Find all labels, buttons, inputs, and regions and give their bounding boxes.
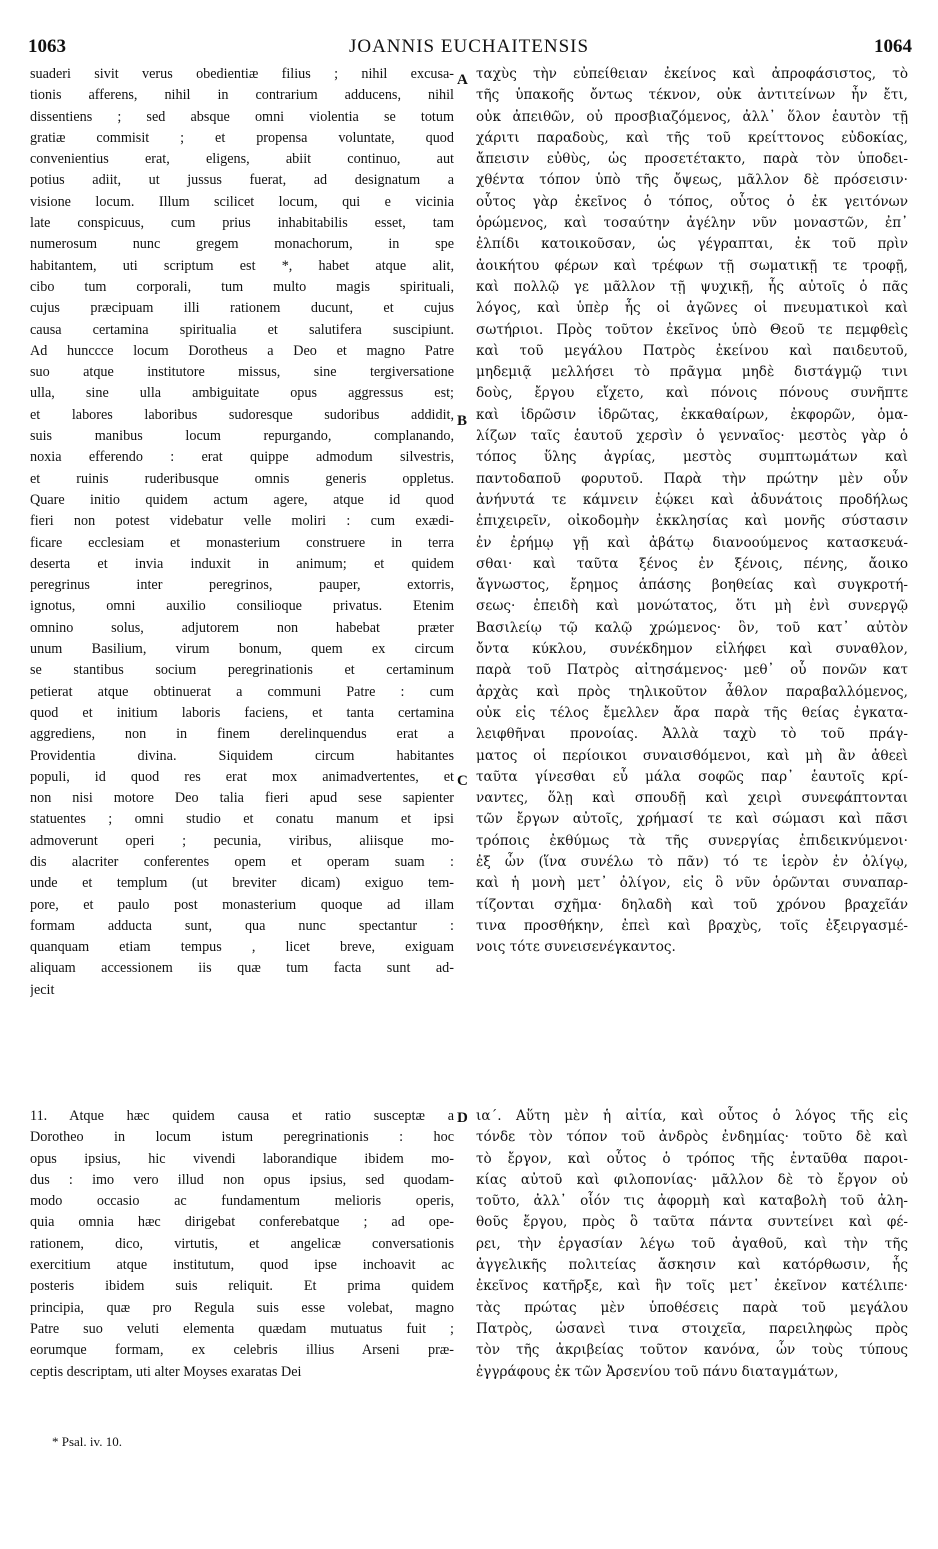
text-line: suis manibus locum repurgando, complanando, <box>30 428 454 445</box>
text-line: se stantibus socium peregrinationis et certaminum <box>30 662 454 679</box>
text-line: ἀρχὰς καὶ πρὸς τηλικοῦτον ἆθλον παραβαλλόμενος, <box>476 683 908 700</box>
text-line: habitantem, uti scriptum est *, habet atque alit, <box>30 257 454 274</box>
text-line: τῶν ἔργων αὐτοῖς, χρήμασί τε καὶ σώμασι καὶ πᾶσι <box>476 811 908 828</box>
text-line: unum Basilium, virum bonum, quem ex circum <box>30 641 454 658</box>
text-line: ὄντα κύκλου, συνέκδημον εἰλήφει καὶ συναθλον, <box>476 641 908 658</box>
text-line: potius adiit, ut jussus fuerat, ad designatum a <box>30 172 454 189</box>
latin-column-section-1 <box>30 64 454 1001</box>
footnote: * Psal. iv. 10. <box>52 1434 122 1449</box>
greek-column-section-1 <box>476 64 908 958</box>
text-line: σεως· ἐπειδὴ καὶ μονώτατος, ὅτι μὴ ἐνὶ συνεργῷ <box>476 598 908 615</box>
text-line: ulla, sine ulla ambiguitate opus aggressus est; <box>30 385 454 402</box>
text-line: ἀγγελικῆς πολιτείας ἄσκησιν καὶ κατόρθωσιν, ἧς <box>476 1257 908 1274</box>
text-line: cujus præcipuam illi rationem ducunt, et cujus <box>30 300 454 317</box>
text-line: τρόποις ἐκθύμως τὰ τῆς συνεργίας ἐπιδεικνύμενοι· <box>476 832 908 849</box>
text-line: ἐκεῖνος κατῆρξε, καὶ ἣν τοῖς μετ᾽ ἐκεῖνον κατέλιπε· <box>476 1278 908 1295</box>
text-line: aliquam accessionem iis quæ tum facta sunt ad- <box>30 960 454 977</box>
text-line: cibo tum corporali, tum multo magis spirituali, <box>30 278 454 295</box>
text-line: τόνδε τὸν τόπον τοῦ ἀνδρὸς ἐνδημίας· τοῦτο δὲ καὶ <box>476 1129 908 1146</box>
text-line: ματος οἱ περίοικοι συναισθόμενοι, καὶ μὴ ἂν ἀθεεὶ <box>476 747 908 764</box>
text-line: modo occasio ac fundamentum melioris operis, <box>30 1193 454 1210</box>
text-line: visione locum. Illum scilicet locum, qui e vicinia <box>30 193 454 210</box>
text-line: 11. Atque hæc quidem causa et ratio susceptæ a <box>30 1108 454 1124</box>
text-line: quanquam etiam tempus , licet breve, exiguam <box>30 939 454 956</box>
text-line: Βασιλείῳ τῷ καλῷ χρώμενος· ὃν, τοῦ κατ᾽ αὐτὸν <box>476 619 908 636</box>
text-line: ἐξ ὧν (ἵνα συνέλω τὸ πᾶν) τό τε ἱερὸν ἐν ὀλίγῳ, <box>476 853 908 870</box>
text-line: et ruinis ruderibusque omnis generis oppletus. <box>30 470 454 487</box>
text-line: ταχὺς τὴν εὐπείθειαν ἐκείνος καὶ ἀπροφάσιστος, τὸ <box>476 66 908 82</box>
text-line: τόπος ὕλης ἀγρίας, μεστὸς συμπτωμάτων καὶ <box>476 449 908 466</box>
text-line: τῆς ὑπακοῆς ὄντως τέκνον, οὐκ ἀντιτείνων ἦν ἔτι, <box>476 87 908 104</box>
text-line: dis alacriter conferentes opem et operam suam : <box>30 853 454 870</box>
text-line: ἄγνωστος, ἔρημος ἁπάσης βοηθείας καὶ συγκροτή- <box>476 577 908 594</box>
latin-column-section-2 <box>30 1106 454 1383</box>
text-line: tionis afferens, nihil in contrarium adducens, nihil <box>30 87 454 104</box>
text-line: Dorotheo in locum istum peregrinationis : hoc <box>30 1129 454 1146</box>
text-line: quia omnia hæc dirigebat conferebatque ; ad ope- <box>30 1214 454 1231</box>
text-line: quod et initium laboris faciens, et tanta certamina <box>30 704 454 721</box>
text-line: μηδεμιᾷ μελλήσει τὸ πρᾶγμα μηδὲ διστάγμῷ τινι <box>476 364 908 381</box>
text-line: ναντες, ὅλῃ καὶ σπουδῇ καὶ χειρὶ συνεφάπτονται <box>476 790 908 807</box>
text-line: opus ipsius, hic vivendi laborandique ibidem mo- <box>30 1150 454 1167</box>
text-line: λειφθῆναι προνοίας. Ἀλλὰ ταχὺ τὸ τοῦ πράγ- <box>476 726 908 743</box>
text-line: οὗτος γὰρ ἐκεῖνος ὁ τόπος, οὗτος ὁ ἐκ γειτόνων <box>476 193 908 210</box>
text-line: τίζονται σχῆμα· δηλαδὴ καὶ τοῦ χρόνου βραχεῖάν <box>476 896 908 913</box>
text-line: κίας αὐτοῦ καὶ φιλοπονίας· μᾶλλον δὲ τὸ ἔργον οὐ <box>476 1171 908 1188</box>
text-line: τινα προσθήκην, ἐπεὶ καὶ βραχὺς, τοῖς ἐξειργασμέ- <box>476 917 908 934</box>
text-line: gratiæ commisit ; et propensa voluntate, quod <box>30 129 454 146</box>
text-line: principia, quæ pro Regula suis esse volebat, magno <box>30 1299 454 1316</box>
text-line: χθέντα τόπον ὑπὸ τῆς ὄψεως, μᾶλλον δὲ πρόσεισιν· <box>476 172 908 189</box>
text-line: σθαι· καὶ ταῦτα ξένος ἐν ξένοις, πένης, ἄοικο <box>476 555 908 572</box>
text-line: ταῦτα γίνεσθαι εὖ μάλα σοφῶς παρ᾽ ἑαυτοῖς κρί- <box>476 768 908 785</box>
text-line: rationem, dico, virtutis, et angelicæ conversationis <box>30 1235 454 1252</box>
text-line: τὸν τῆς ἀκριβείας τοῦτον κανόνα, ὧν τοὺς τύπους <box>476 1342 908 1359</box>
text-line: unde et templum (ut breviter dicam) exiguo tem- <box>30 875 454 892</box>
text-line: ficare ecclesiam et monasterium construere in terra <box>30 534 454 551</box>
text-line: causa certamina spiritualia et salutifera suscipiunt. <box>30 321 454 338</box>
text-line: Πατρὸς, ὡσανεὶ τινα στοιχεῖα, παρειληφὼς πρὸς <box>476 1320 908 1337</box>
text-line: ἄπεισιν εὐθὺς, ὡς προσετέτακτο, παρὰ τὸν ὑποδει- <box>476 151 908 168</box>
text-line: ἐν ἐρήμῳ γῇ καὶ ἀβάτῳ διανοούμενος κατασκευά- <box>476 534 908 551</box>
text-line: τὰς πρώτας μὲν ὑποθέσεις παρὰ τοῦ μεγάλου <box>476 1299 908 1316</box>
text-line: ἀνήνυτά τε κάμνειν ἐῴκει καὶ ἀδυνάτοις προδήλως <box>476 491 908 508</box>
text-line: ignotus, omni auxilio consilioque privatus. Etenim <box>30 598 454 615</box>
running-title: JOANNIS EUCHAITENSIS <box>348 36 590 57</box>
text-line: τὸ ἔργον, καὶ οὗτος ὁ τρόπος τῆς ἐνταῦθα παροι- <box>476 1150 908 1167</box>
text-line: convenientius erat, eligens, abiit continuo, aut <box>30 151 454 168</box>
text-line: καὶ ἡ μονὴ μετ᾽ ὀλίγον, εἰς ὃ νῦν ὁρῶνται συναπαρ- <box>476 875 908 892</box>
text-line: et labores laboribus sudoresque sudoribus addidit, <box>30 406 454 423</box>
margin-letter-b: B <box>457 413 468 429</box>
margin-letter-d: D <box>457 1110 468 1126</box>
text-line: fieri non potest videbatur velle moliri : cum exædi- <box>30 513 454 530</box>
text-line: ὁρώμενος, καὶ τοσαύτην ἀγέλην νῦν μοναστῶν, ἐπ᾽ <box>476 215 908 232</box>
text-line: non nisi motore Deo talia fieri apud sese sapienter <box>30 790 454 807</box>
text-line: peregrinus inter peregrinos, pauper, extorris, <box>30 577 454 594</box>
text-line: pore, et paulo post monasterium quoque ad illam <box>30 896 454 913</box>
text-line: statuentes ; omni studio et conatu manum et ipsi <box>30 811 454 828</box>
text-line: populi, id quod res erat mox animadvertentes, et <box>30 768 454 785</box>
text-line: ἐπιχειρεῖν, οἰκοδομὴν ἐκκλησίας καὶ μονῆς σύστασιν <box>476 513 908 530</box>
text-line: νοις τότε συνεισενέγκαντος. <box>476 939 676 956</box>
text-line: καὶ ἱδρῶσιν ἱδρῶτας, ἐκκαθαίρων, ἐκφορῶν, ὁμα- <box>476 406 908 423</box>
text-line: exercitium atque institutum, quod ipse inchoavit ac <box>30 1257 454 1274</box>
text-line: τοῦτο, ἀλλ᾽ οἷόν τις ἀφορμὴ καὶ καταβολὴ τοῦ ἀλη- <box>476 1193 908 1210</box>
text-line: παντοδαποῦ φορυτοῦ. Παρὰ τὴν πρώτην μὲν οὖν <box>476 470 908 487</box>
text-line: χάριτι παραδοὺς, καὶ τῆς τοῦ κρείττονος εὐδοκίας, <box>476 129 908 146</box>
text-line: noxia efferendo : erat quippe admodum silvestris, <box>30 449 454 466</box>
greek-column-section-2 <box>476 1106 908 1383</box>
text-line: posteris ibidem suis reliquit. Et prima quidem <box>30 1278 454 1295</box>
text-line: οὐκ εἰς τέλος ἔμελλεν ἄρα παρὰ τῆς θείας ἐγκατα- <box>476 704 908 721</box>
page-number-left: 1063 <box>28 36 66 57</box>
text-line: suaderi sivit verus obedientiæ filius ; nihil excusa- <box>30 66 454 82</box>
text-line: Quare initio quidem actum agere, atque id quod <box>30 491 454 508</box>
text-line: παρὰ τοῦ Πατρὸς αἰτησάμενος· μεθ᾽ οὗ πονῶν κατ <box>476 662 908 679</box>
text-line: admoverunt operi ; pecunia, viribus, aliisque mo- <box>30 832 454 849</box>
text-line: ἐλπίδι κατοικοῦσαν, ὡς γέγραπται, ἐκ τοῦ πρὶν <box>476 236 908 253</box>
text-line: ἐγγράφους ἐκ τῶν Ἀρσενίου τοῦ πάνυ διαταγμάτων, <box>476 1363 839 1380</box>
text-line: ρει, τὴν ἐργασίαν λέγω τοῦ ἀγαθοῦ, καὶ τὴν τῆς <box>476 1235 908 1252</box>
text-line: dissentiens ; sed absque omni violentia se totum <box>30 108 454 125</box>
text-line: deserta et invia induxit in animum; et quidem <box>30 555 454 572</box>
text-line: σωτήριοι. Πρὸς τοῦτον ἐκεῖνος ὑπὸ Θεοῦ τε πεμφθεὶς <box>476 321 908 338</box>
text-line: suo atque institutore missus, sine tergiversatione <box>30 364 454 381</box>
text-line: Providentia divina. Siquidem circum habitantes <box>30 747 454 764</box>
margin-letter-a: A <box>457 72 468 88</box>
text-line: καὶ τοῦ μεγάλου Πατρὸς ἐκείνου καὶ παιδευτοῦ, <box>476 342 908 359</box>
text-line: λόγος, καὶ ὑπὲρ ἧς οἱ ἀγῶνες οἱ πνευματικοὶ καὶ <box>476 300 908 317</box>
text-line: petierat atque obtinuerat a communi Patre : cum <box>30 683 454 700</box>
running-header <box>0 36 938 66</box>
text-line: numerosum nunc gregem monachorum, in spe <box>30 236 454 253</box>
text-line: eorumque formam, ex celebris illius Arseni præ- <box>30 1342 454 1359</box>
text-line: dus : imo vero illud non opus ipsius, sed quodam- <box>30 1171 454 1188</box>
text-line: ια΄. Αὕτη μὲν ἡ αἰτία, καὶ οὗτος ὁ λόγος τῆς εἰς <box>476 1108 908 1124</box>
margin-letter-c: C <box>457 773 468 789</box>
text-line: formam adducta sunt, qua nunc spectantur : <box>30 917 454 934</box>
text-line: jecit <box>30 981 55 998</box>
text-line: δοὺς, ἔργου εἴχετο, καὶ πόνοις πόνους συνῆπτε <box>476 385 908 402</box>
text-line: ceptis descriptam, uti alter Moyses exaratas Dei <box>30 1363 302 1380</box>
text-line: Patre suo veluti elementa quædam mutuatus fuit ; <box>30 1320 454 1337</box>
text-line: λίζων ταῖς ἑαυτοῦ χερσὶν ὁ γενναῖος· μεστὸς γὰρ ὁ <box>476 428 908 445</box>
text-line: θοῦς ἔργου, πρὸς ὃ ταῦτα πάντα συντείνει καὶ φέ- <box>476 1214 908 1231</box>
page-number-right: 1064 <box>874 36 912 57</box>
text-line: οὐκ ἀπειθῶν, οὐ προσβιαζόμενος, ἀλλ᾽ ὅλον ἑαυτὸν τῇ <box>476 108 908 125</box>
text-line: late conspicuus, cum prius inhabitabilis esset, tam <box>30 215 454 232</box>
text-line: ἀοικήτου φέρων καὶ τρέφων τῇ σωματικῇ τε τροφῇ, <box>476 257 908 274</box>
text-line: Ad hunccce locum Dorotheus a Deo et magno Patre <box>30 342 454 359</box>
text-line: καὶ πολλῷ γε μᾶλλον τῇ ψυχικῇ, ἧς αὐτοῖς ὁ πᾶς <box>476 278 908 295</box>
text-line: aggrediens, non in finem derelinquendus erat a <box>30 726 454 743</box>
text-line: omnino solus, adjutorem non habebat præter <box>30 619 454 636</box>
